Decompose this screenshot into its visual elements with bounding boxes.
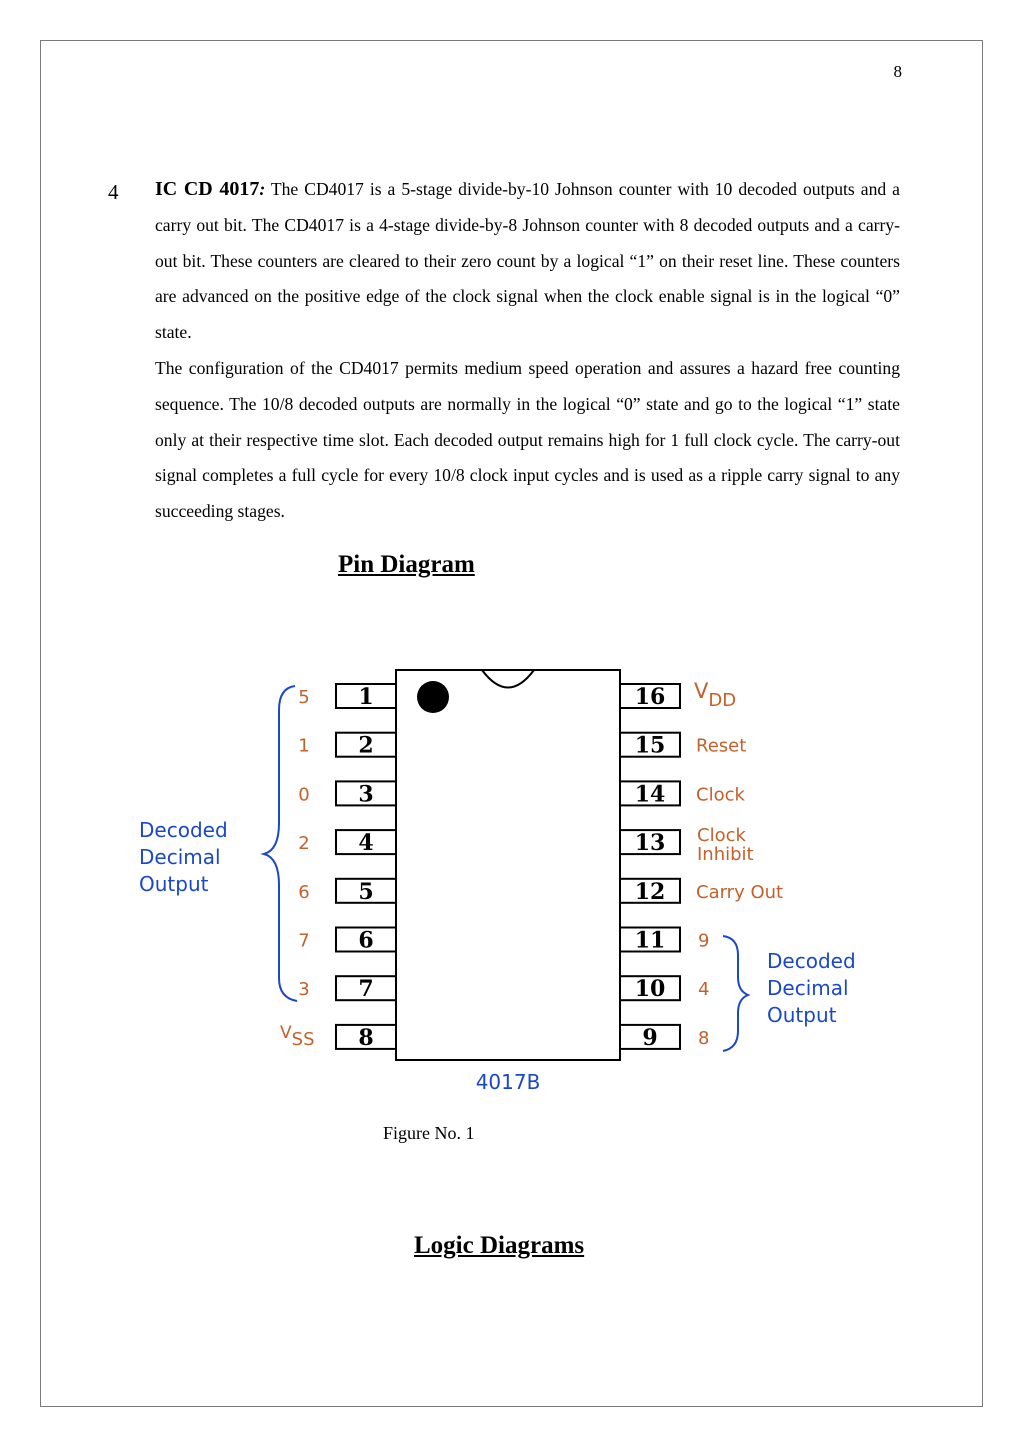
pin1-dot [417,681,449,713]
section-number: 4 [108,180,119,204]
left-group-label-line-3: Output [139,872,209,896]
pin-label-15: Reset [696,735,747,757]
pin-number-15: 15 [634,732,666,759]
pin-number-13: 13 [634,830,666,857]
pin-number-9: 9 [642,1024,658,1051]
pin-label-9: 8 [698,1027,710,1049]
pin-number-7: 7 [358,976,374,1003]
logic-diagrams-heading: Logic Diagrams [414,1232,585,1259]
page-number: 8 [893,62,902,81]
pin-label-14: Clock [696,784,745,806]
pin-number-8: 8 [358,1024,374,1051]
pin-number-11: 11 [634,927,666,954]
right-group-label [767,949,856,1027]
paragraph-1-text: The CD4017 is a 5-stage divide-by-10 Johnson counter with 10 decoded outputs and a carry out bit. The CD4017 is a 4-stage divide-by-8 Johnson counter with 8 decoded outputs and a carry-out bit. These counters are cleared to their zero count by a logical “1” on their reset line. These counters are advanced on the positive edge of the clock signal when the clock enable signal is in the logical “0” state. [155,179,900,343]
pin-diagram-heading: Pin Diagram [338,551,475,578]
chip-body [396,670,620,1060]
left-group-label [139,818,228,896]
pin-number-4: 4 [358,830,374,857]
right-group-label-line-1: Decoded [767,949,856,973]
pin-label-5: 6 [298,881,310,903]
paragraph-1 [155,172,900,351]
pin-label-1: 5 [298,687,310,708]
left-brace [264,686,297,1001]
right-brace [723,936,748,1051]
pin-label-4: 2 [298,833,310,855]
pin-number-6: 6 [358,927,374,954]
pin-number-16: 16 [634,684,666,710]
pin-label-16: VDD [694,679,737,711]
pin-label-13: Clock [697,825,746,847]
pin-number-12: 12 [634,878,666,905]
right-pins [620,679,783,1051]
pin-number-14: 14 [634,781,666,808]
pin-label-10: 4 [698,979,710,1001]
pin-number-5: 5 [358,878,374,905]
pin-number-3: 3 [358,781,374,808]
pin-label-7: 3 [298,979,310,1001]
pin-label-8: VSS [280,1022,315,1050]
chip-label: 4017B [475,1070,541,1094]
pin-label-13-line2: Inhibit [697,844,754,866]
figure-caption: Figure No. 1 [383,1123,475,1143]
pin-diagram-svg [120,655,900,1105]
pin-diagram [120,655,900,1105]
section-body [155,172,900,530]
section-lead-title: IC CD 4017 [155,178,260,200]
left-pins [280,684,396,1051]
right-group-label-line-2: Decimal [767,976,849,1000]
section-lead-colon: : [259,179,266,199]
right-group-label-line-3: Output [767,1003,837,1027]
pin-label-2: 1 [298,735,310,757]
left-group-label-line-1: Decoded [139,818,228,842]
left-group-label-line-2: Decimal [139,845,221,869]
pin-number-2: 2 [358,732,374,759]
pin-label-12: Carry Out [696,881,784,903]
paragraph-2: The configuration of the CD4017 permits medium speed operation and assures a hazard free counting sequence. The 10/8 decoded outputs are normally in the logical “0” state and go to the logical “1” state only at their respective time slot. Each decoded output remains high for 1 full clock cycle. The carry-out signal completes a full cycle for every 10/8 clock input cycles and is used as a ripple carry signal to any succeeding stages. [155,357,900,522]
pin-label-3: 0 [298,784,310,806]
pin-label-6: 7 [298,930,310,952]
pin-number-10: 10 [634,976,666,1003]
pin-label-11: 9 [698,930,710,952]
pin-number-1: 1 [358,684,374,710]
